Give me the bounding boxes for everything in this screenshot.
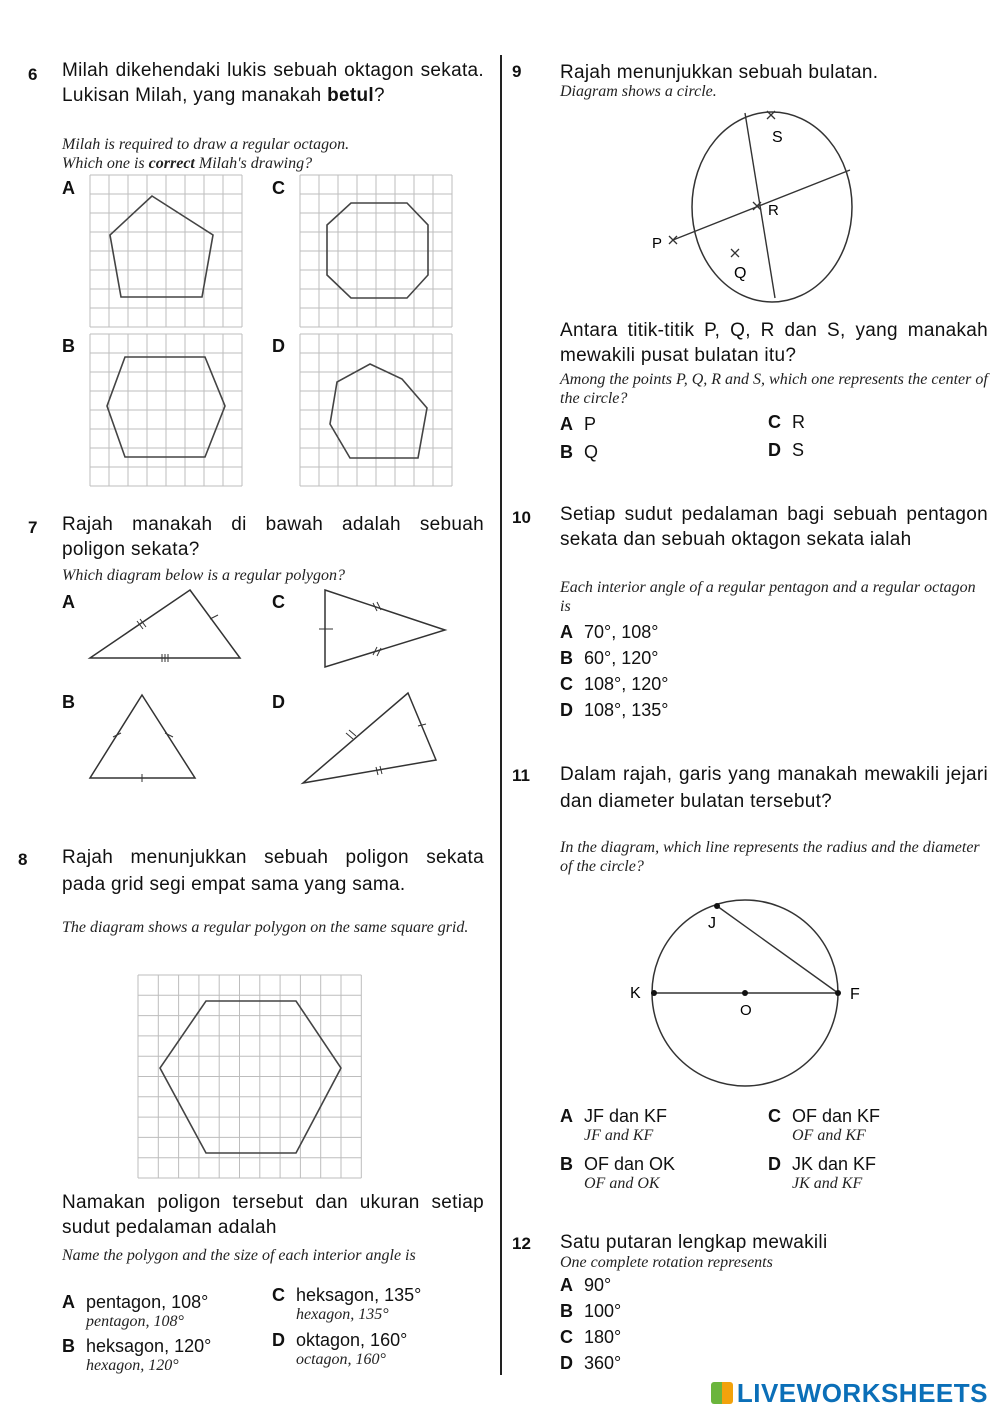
q6-grid-a [90, 175, 242, 327]
q10-malay-text: Setiap sudut pedalaman bagi sebuah pentagon sekata dan sebuah oktagon sekata ialah [560, 504, 988, 550]
q7-number: 7 [28, 518, 38, 537]
label-s: S [772, 129, 783, 146]
q6-option-b[interactable]: B [62, 336, 75, 356]
q9-circle-diagram [640, 105, 870, 305]
q7-triangle-a [85, 585, 245, 665]
q11-number: 11 [512, 766, 530, 785]
q12-option-b[interactable]: B 100° [560, 1301, 622, 1321]
q8-option-c[interactable]: C heksagon, 135° hexagon, 135° [272, 1285, 422, 1323]
q11-circle-diagram [630, 895, 870, 1095]
label-q: Q [734, 265, 747, 282]
q9-number: 9 [512, 62, 522, 81]
q10-english-text: Each interior angle of a regular pentagon and a regular octagon is [560, 579, 976, 615]
q9-option-c[interactable]: C R [768, 412, 805, 432]
q11-option-a[interactable]: A JF dan KF JF and KF [560, 1106, 668, 1144]
q12-option-c[interactable]: C 180° [560, 1327, 622, 1347]
heptagon-shape [330, 364, 427, 458]
q12-malay-text: Satu putaran lengkap mewakili [560, 1232, 828, 1253]
q11-option-b[interactable]: B OF dan OK OF and OK [560, 1154, 676, 1192]
liveworksheets-logo[interactable]: LIVEWORKSHEETS [711, 1378, 988, 1409]
q6-option-c[interactable]: C [272, 178, 285, 198]
q9-english-question: Among the points P, Q, R and S, which one represents the center of the circle? [560, 371, 988, 407]
q8-option-a[interactable]: A pentagon, 108° pentagon, 108° [62, 1292, 209, 1330]
q9-english-text: Diagram shows a circle. [560, 83, 717, 100]
q8-english-text: The diagram shows a regular polygon on the same square grid. [62, 919, 469, 936]
q10-number: 10 [512, 508, 531, 527]
q10-option-a[interactable]: A 70°, 108° [560, 622, 659, 642]
q6-malay-text: Milah dikehendaki lukis sebuah oktagon sekata. Lukisan Milah, yang manakah betul? [62, 60, 484, 106]
label-p: P [652, 235, 663, 252]
q11-option-d[interactable]: D JK dan KF JK and KF [768, 1154, 877, 1192]
q9-malay-text: Rajah menunjukkan sebuah bulatan. [560, 62, 879, 83]
q6-grid-c [300, 175, 452, 327]
q11-option-c[interactable]: C OF dan KF OF and KF [768, 1106, 881, 1144]
q10-option-d[interactable]: D 108°, 135° [560, 700, 669, 720]
q6-grid-d [300, 334, 452, 486]
q11-english-text: In the diagram, which line represents the radius and the diameter of the circle? [560, 839, 980, 875]
q7-triangle-c [315, 585, 455, 670]
q7-english-text: Which diagram below is a regular polygon? [62, 567, 345, 584]
label-f: F [850, 986, 860, 1003]
q6-number: 6 [28, 65, 38, 84]
q6-english-text: Milah is required to draw a regular octagon. Which one is correct Milah's drawing? [62, 136, 350, 172]
q8-english-question: Name the polygon and the size of each interior angle is [62, 1247, 416, 1264]
q8-grid [138, 975, 362, 1179]
q6-grid-b [90, 334, 242, 486]
q9-option-a[interactable]: A P [560, 414, 597, 434]
label-o: O [740, 1002, 752, 1019]
q10-option-c[interactable]: C 108°, 120° [560, 674, 669, 694]
q8-option-b[interactable]: B heksagon, 120° hexagon, 120° [62, 1336, 212, 1374]
q7-malay-text: Rajah manakah di bawah adalah sebuah poligon sekata? [62, 514, 484, 560]
q10-option-b[interactable]: B 60°, 120° [560, 648, 659, 668]
q7-option-a[interactable]: A [62, 592, 75, 612]
q8-option-d[interactable]: D oktagon, 160° octagon, 160° [272, 1330, 408, 1368]
q12-english-text: One complete rotation represents [560, 1254, 773, 1271]
logo-icon [711, 1382, 733, 1404]
q7-option-d[interactable]: D [272, 692, 285, 712]
label-j: J [708, 915, 716, 932]
q7-option-b[interactable]: B [62, 692, 75, 712]
q12-option-a[interactable]: A 90° [560, 1275, 612, 1295]
q6-option-d[interactable]: D [272, 336, 285, 356]
q9-option-b[interactable]: B Q [560, 442, 599, 462]
q12-number: 12 [512, 1234, 531, 1253]
label-r: R [768, 202, 779, 219]
q11-malay-text: Dalam rajah, garis yang manakah mewakili jejari dan diameter bulatan tersebut? [560, 764, 988, 812]
q8-malay-question: Namakan poligon tersebut dan ukuran setiap sudut pedalaman adalah [62, 1192, 484, 1238]
q12-option-d[interactable]: D 360° [560, 1353, 622, 1373]
q7-triangle-b [85, 690, 205, 785]
chord-jf [717, 906, 838, 993]
q8-number: 8 [18, 850, 28, 869]
q7-option-c[interactable]: C [272, 592, 285, 612]
q9-option-d[interactable]: D S [768, 440, 805, 460]
column-divider [500, 55, 502, 1375]
q6-option-a[interactable]: A [62, 178, 75, 198]
q7-triangle-d [298, 688, 443, 788]
pentagon-shape [110, 196, 213, 297]
label-k: K [630, 985, 641, 1002]
q9-malay-question: Antara titik-titik P, Q, R dan S, yang manakah mewakili pusat bulatan itu? [560, 320, 988, 366]
q8-malay-text: Rajah menunjukkan sebuah poligon sekata pada grid segi empat sama yang sama. [62, 847, 484, 895]
